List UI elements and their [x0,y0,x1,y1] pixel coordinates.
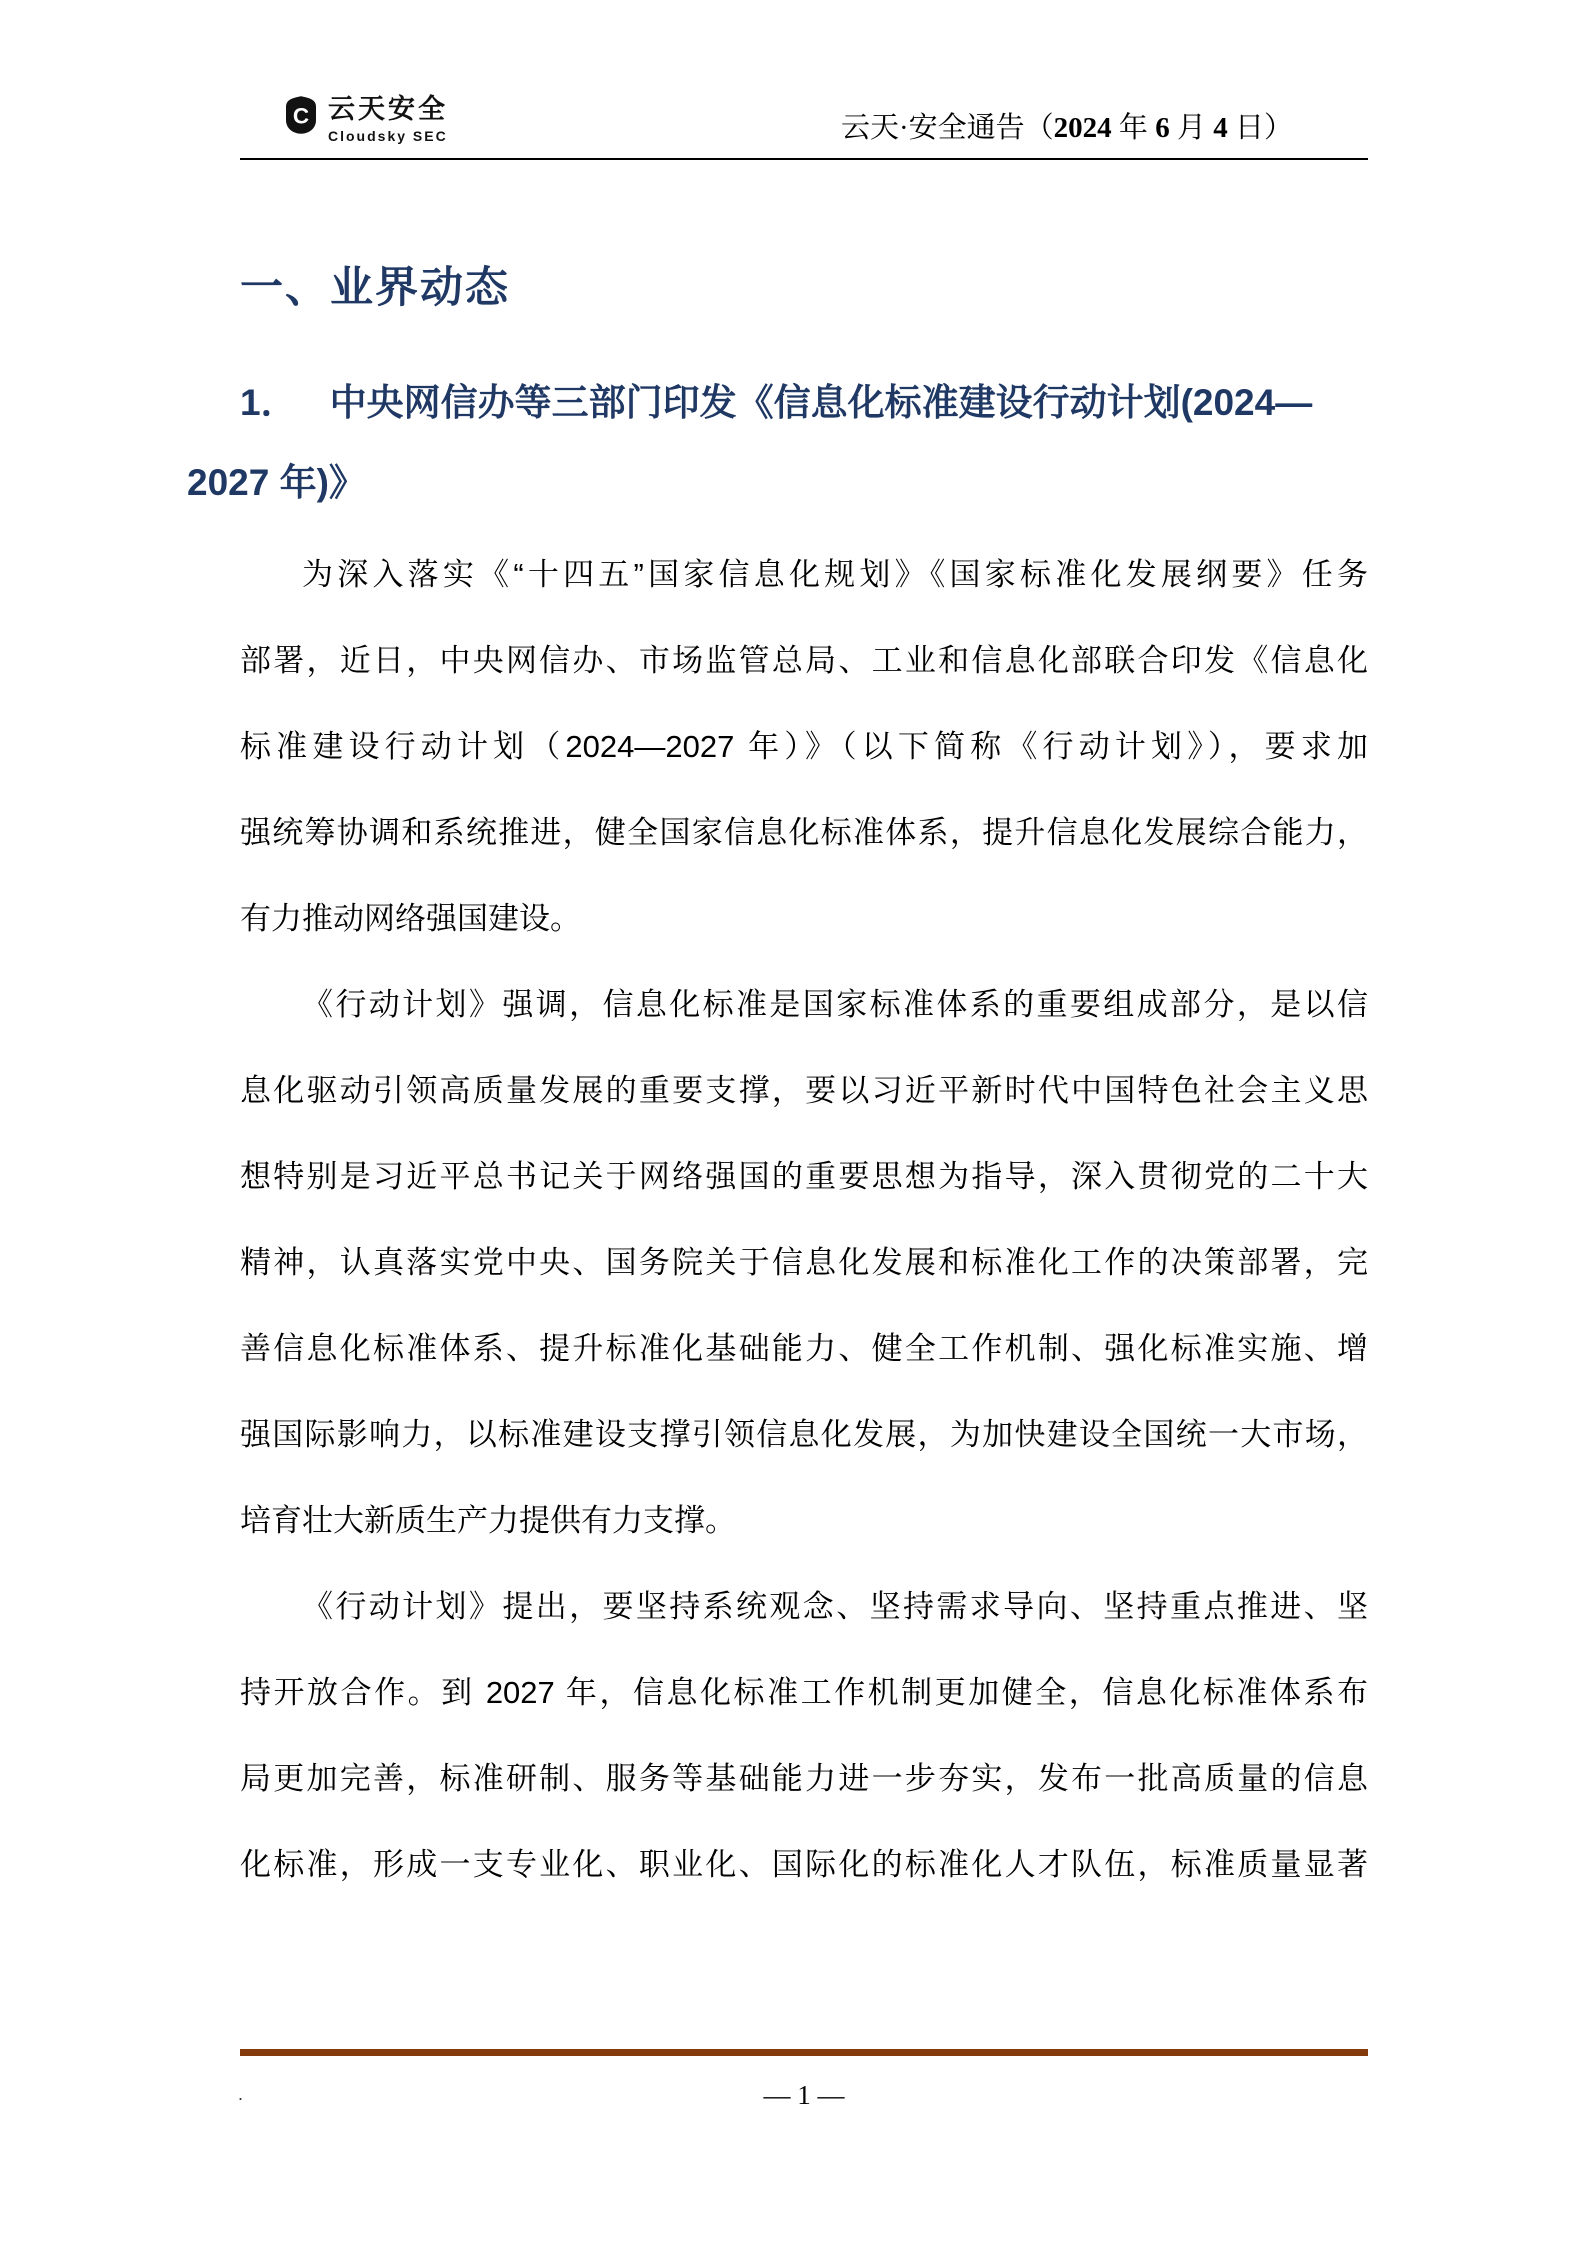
footer-stray-mark: . [238,2084,244,2104]
page-number: — 1 — [763,2080,845,2110]
article-body [240,532,1368,1908]
brand-logo [283,94,448,143]
shield-c-icon [283,94,319,136]
paragraph-line: 化标准，形成一支专业化、职业化、国际化的标准化人才队伍，标准质量显著 [240,1847,1368,1882]
article-number: 1． [240,382,298,423]
paragraph-line: 《行动计划》强调，信息化标准是国家标准体系的重要组成部分，是以信 [302,987,1368,1022]
article-title-line-1 [240,372,1312,426]
paragraph-line: 标准建设行动计划（2024—2027 年）》（以下简称《行动计划》），要求加 [240,729,1368,764]
paragraph-line: 想特别是习近平总书记关于网络强国的重要思想为指导，深入贯彻党的二十大 [240,1159,1368,1194]
paragraph-line: 有力推动网络强国建设。 [240,901,581,936]
paragraph-line: 强国际影响力，以标准建设支撑引领信息化发展，为加快建设全国统一大市场， [240,1417,1368,1452]
paragraph-line: 息化驱动引领高质量发展的重要支撑，要以习近平新时代中国特色社会主义思 [240,1073,1368,1108]
footer-rule-bar [240,2049,1368,2056]
brand-name-cn: 云天安全 [328,94,448,124]
paragraph-line: 为深入落实《“十四五”国家信息化规划》《国家标准化发展纲要》任务 [302,557,1368,592]
logo-letter: C [292,103,310,129]
article-title-line-2: 2027 年)》 [187,462,366,503]
paragraph-line: 《行动计划》提出，要坚持系统观念、坚持需求导向、坚持重点推进、坚 [302,1589,1368,1624]
brand-text [328,94,448,143]
bulletin-year: 2024 [1053,112,1112,144]
article-title-text: 中央网信办等三部门印发《信息化标准建设行动计划(2024— [329,382,1313,423]
bulletin-month-unit: 月 [1169,112,1214,144]
bulletin-title [841,111,1293,146]
bulletin-year-unit: 年 [1111,112,1156,144]
section-heading: 一、业界动态 [240,264,510,312]
paragraph-line: 善信息化标准体系、提升标准化基础能力、健全工作机制、强化标准实施、增 [240,1331,1368,1366]
bulletin-day: 4 [1213,112,1228,144]
paragraph-line: 持开放合作。到 2027 年，信息化标准工作机制更加健全，信息化标准体系布 [240,1675,1368,1710]
paragraph-line: 培育壮大新质生产力提供有力支撑。 [240,1503,736,1538]
paragraph-line: 部署，近日，中央网信办、市场监管总局、工业和信息化部联合印发《信息化 [240,643,1368,678]
paragraph-line: 局更加完善，标准研制、服务等基础能力进一步夯实，发布一批高质量的信息 [240,1761,1368,1796]
paragraph-line: 精神，认真落实党中央、国务院关于信息化发展和标准化工作的决策部署，完 [240,1245,1368,1280]
bulletin-month: 6 [1155,112,1170,144]
bulletin-day-unit: 日） [1227,112,1293,144]
paragraph-line: 强统筹协调和系统推进，健全国家信息化标准体系，提升信息化发展综合能力， [240,815,1368,850]
header-rule [240,158,1368,160]
brand-name-en: Cloudsky SEC [328,128,448,144]
bulletin-title-prefix: 云天·安全通告（ [841,112,1054,144]
